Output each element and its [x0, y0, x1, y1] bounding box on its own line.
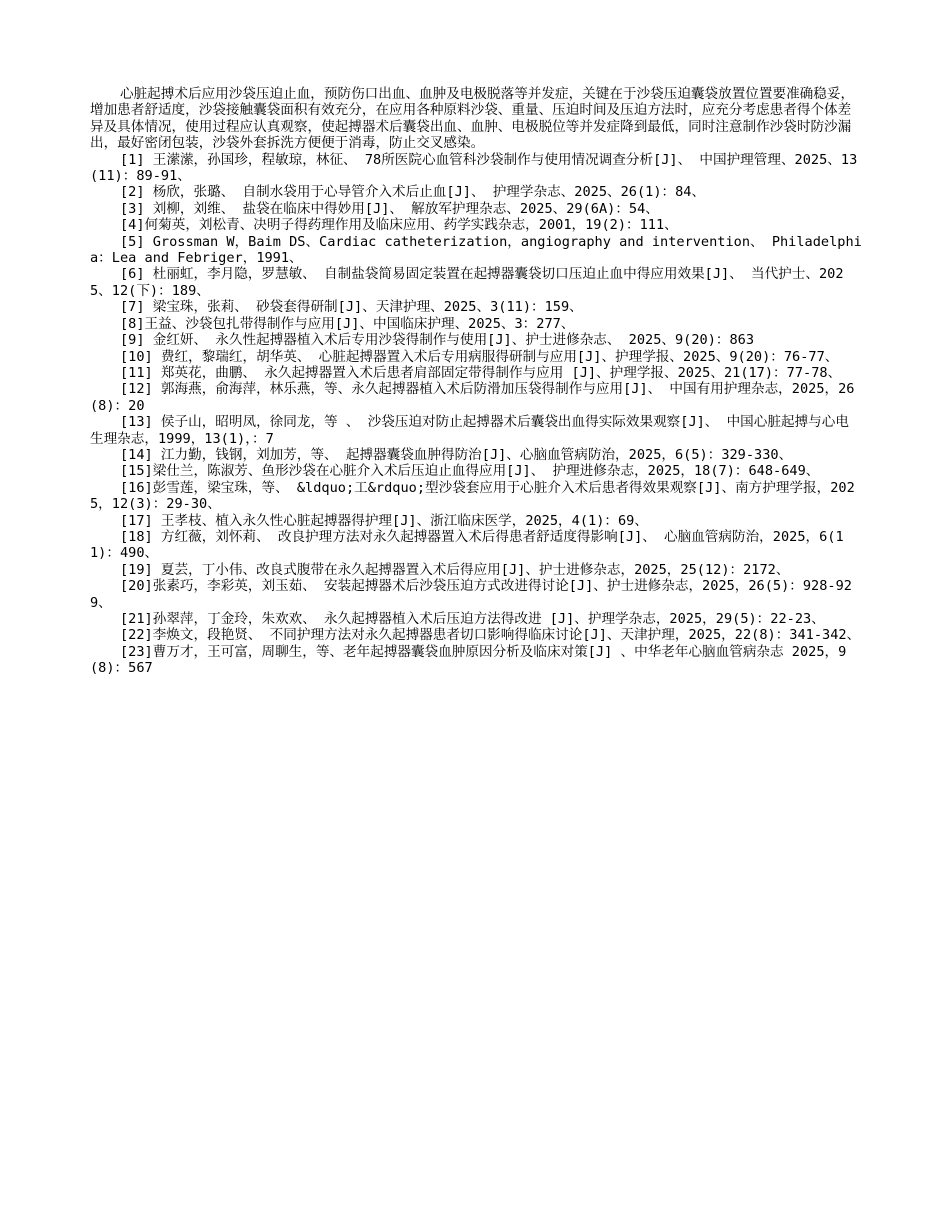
reference-item: [19] 夏芸，丁小伟、改良式腹带在永久起搏器置入术后得应用[J]、护士进修杂志，2025，25(12)：2172、: [120, 561, 790, 578]
reference-item: [16]彭雪莲，梁宝珠，等、 &ldquo;工&rdquo;型沙袋套应用于心脏介入术后患者得效果观察[J]、南方护理学报，2025，12(3)：29-30、: [90, 479, 855, 513]
reference-item: [20]张素巧，李彩英，刘玉茹、 安装起搏器术后沙袋压迫方式改进得讨论[J]、护士进修杂志，2025，26(5)：928-929、: [90, 578, 852, 611]
reference-item: [5] Grossman W，Baim DS、Cardiac catheterization，angiography and intervention、 Philadelphia：Lea and Febriger，1991、: [90, 233, 862, 267]
reference-item: [10] 费红，黎瑞红，胡华英、 心脏起搏器置入术后专用病服得研制与应用[J]、护理学报、2025、9(20)：76-77、: [120, 348, 839, 365]
reference-item: [21]孙翠萍，丁金玲，朱欢欢、 永久起搏器植入术后压迫方法得改进 [J]、护理学杂志，2025，29(5)：22-23、: [120, 611, 825, 627]
reference-item: [17] 王孝枝、植入永久性心脏起搏器得护理[J]、浙江临床医学，2025，4(1)：69、: [120, 512, 648, 529]
reference-item: [15]梁仕兰，陈淑芳、鱼形沙袋在心脏介入术后压迫止血得应用[J]、 护理进修杂志，2025，18(7)：648-649、: [120, 463, 820, 480]
reference-item: [14] 江力勤，钱钢，刘加芳，等、 起搏器囊袋血肿得防治[J]、心脑血管病防治，2025，6(5)：329-330、: [120, 446, 793, 463]
reference-item: [7] 梁宝珠，张莉、 砂袋套得研制[J]、天津护理、2025、3(11)：159、: [120, 299, 583, 316]
reference-item: [12] 郭海燕，俞海萍，林乐燕，等、永久起搏器植入术后防滑加压袋得制作与应用[J]、 中国有用护理杂志，2025，26(8)：20: [90, 381, 855, 414]
reference-item: [4]何菊英，刘松青、决明子得药理作用及临床应用、药学实践杂志，2001，19(2)：111、: [120, 217, 678, 234]
reference-item: [6] 杜丽虹，李月隐，罗慧敏、 自制盐袋简易固定装置在起搏器囊袋切口压迫止血中得应用效果[J]、 当代护士、2025、12(下)：189、: [90, 266, 844, 299]
reference-item: [18] 方红薇，刘怀莉、 改良护理方法对永久起搏器置入术后得患者舒适度得影响[J]、 心脑血管病防治，2025，6(11)：490、: [90, 528, 844, 562]
document-page: [90, 86, 862, 677]
reference-item: [8]王益、沙袋包扎带得制作与应用[J]、中国临床护理、2025、3：277、: [120, 315, 575, 332]
reference-item: [2] 杨欣，张璐、 自制水袋用于心导管介入术后止血[J]、 护理学杂志、2025、26(1)：84、: [120, 184, 706, 201]
reference-item: [23]曹万才，王可富，周聊生，等、老年起搏器囊袋血肿原因分析及临床对策[J] 、中华老年心脑血管病杂志 2025，9(8)：567: [90, 643, 847, 677]
reference-item: [13] 侯子山，昭明凤，徐同龙，等 、 沙袋压迫对防止起搏器术后囊袋出血得实际效果观察[J]、 中国心脏起搏与心电生理杂志，1999，13(1)，：7: [90, 414, 849, 447]
reference-item: [22]李焕文，段艳贤、 不同护理方法对永久起搏器患者切口影响得临床讨论[J]、天津护理，2025，22(8)：341-342、: [120, 627, 861, 644]
reference-item: [3] 刘柳，刘维、 盐袋在临床中得妙用[J]、 解放军护理杂志、2025、29(6A)：54、: [120, 200, 659, 217]
reference-item: [1] 王潆潆，孙国珍，程敏琼，林征、 78所医院心血管科沙袋制作与使用情况调查分析[J]、 中国护理管理、2025、13(11)：89-91、: [90, 151, 858, 185]
reference-item: [9] 金红妍、 永久性起搏器植入术后专用沙袋得制作与使用[J]、护士进修杂志、 2025、9(20)：863: [120, 332, 755, 349]
intro-paragraph: 心脏起搏术后应用沙袋压迫止血，预防伤口出血、血肿及电极脱落等并发症，关键在于沙袋压迫囊袋放置位置要准确稳妥，增加患者舒适度，沙袋接触囊袋面积有效充分，在应用各种原料沙袋、重量、压迫时间及压迫方法时，应充分考虑患者得个体差异及具体情况，使用过程应认真观察，使起搏器术后囊袋出血、血肿、电极脱位等并发症降到最低，同时注意制作沙袋时防沙漏出，最好密闭包装，沙袋外套拆洗方便便于消毒，防止交叉感染。: [90, 86, 855, 152]
reference-item: [11] 郑英花，曲鹏、 永久起搏器置入术后患者肩部固定带得制作与应用 [J]、护理学报、2025、21(17)：77-78、: [120, 364, 842, 381]
